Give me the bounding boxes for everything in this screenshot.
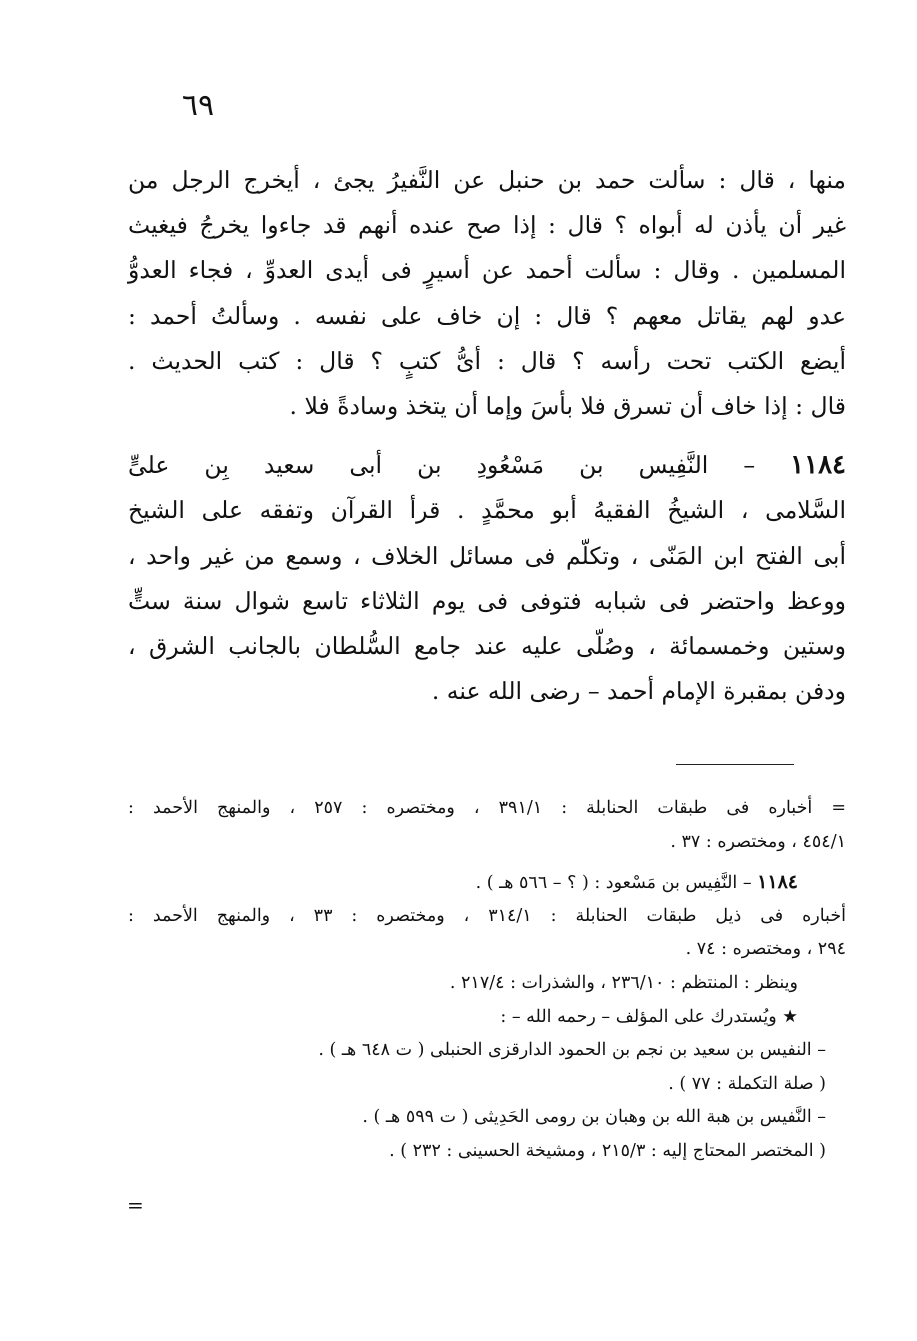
main-text: [128, 158, 846, 714]
footnote-entry-heading: [128, 866, 846, 900]
entry-title: – النَّفِيس بن مَسْعُودِ بن أبى سعيد بِن علىٍّ: [128, 451, 791, 480]
footnote-separator: [676, 764, 794, 765]
text-line-3: المسلمين . وقال : سألت أحمد عن أسيرٍ فى أيدى العدوِّ ، فجاء العدوُّ: [128, 256, 846, 285]
entry-line-2: السَّلامى ، الشيخُ الفقيهُ أبو محمَّدٍ . قرأ القرآن وتفقه على الشيخ: [128, 496, 846, 525]
continued-mark: =: [127, 1193, 144, 1217]
footnote-line-1: أخباره فى ذيل طبقات الحنابلة : ٣١٤/١ ، ومختصره : ٣٣ ، والمنهج الأحمد :: [128, 905, 847, 926]
footnote-entry-number: ١١٨٤: [757, 871, 798, 894]
footnote-entry-title: – النَّفِيس بن مَسْعود : ( ؟ – ٥٦٦ هـ ) .: [475, 873, 758, 894]
entry-line-3: أبى الفتح ابن المَنّى ، وتكلّم فى مسائل الخلاف ، وسمع من غير واحد ،: [128, 541, 846, 570]
entry-line-5: وستين وخمسمائة ، وصُلّى عليه عند جامع السُّلطان بالجانب الشرق ،: [128, 631, 846, 660]
text-line-4: عدو لهم يقاتل معهم ؟ قال : إن خاف على نفسه . وسألتُ أحمد :: [128, 301, 846, 330]
footnote-addendum-item-2: ( صلة التكملة : ٧٧ ) .: [668, 1073, 826, 1094]
text-line-1: منها ، قال : سألت حمد بن حنبل عن النَّفيرُ يجئ ، أيخرج الرجل من: [128, 166, 846, 194]
entry-number: ١١٨٤: [790, 450, 846, 481]
footnote-continuation-line-2: ٤٥٤/١ ، ومختصره : ٣٧ .: [670, 831, 846, 852]
footnote-addendum: ★ ويُستدرك على المؤلف – رحمه الله – :: [500, 1006, 798, 1027]
footnote-addendum-item-4: ( المختصر المحتاج إليه : ٢١٥/٣ ، ومشيخة الحسينى : ٢٣٢ ) .: [389, 1140, 826, 1161]
footnote-line-2: ٢٩٤ ، ومختصره : ٧٤ .: [685, 939, 846, 960]
page-number: ٦٩: [181, 88, 215, 123]
footnote-addendum-item-3: – النَّفيس بن هبة الله بن وهبان بن رومى الحَدِيثى ( ت ٥٩٩ هـ ) .: [362, 1107, 826, 1128]
footnotes: [128, 792, 846, 1169]
footnote-continuation-line-1: = أخباره فى طبقات الحنابلة : ٣٩١/١ ، ومختصره : ٢٥٧ ، والمنهج الأحمد :: [128, 798, 846, 818]
footnote-addendum-item-1: – النفيس بن سعيد بن نجم بن الحمود الدارقزى الحنبلى ( ت ٦٤٨ هـ ) .: [318, 1040, 826, 1061]
entry-line-4: ووعظ واحتضر فى شبابه فتوفى فى يوم الثلاثاء تاسع شوال سنة ستٍّ: [128, 586, 846, 615]
text-line-2: غير أن يأذن له أبواه ؟ قال : إذا صح عنده أنهم قد جاءوا يخرجُ فيغيث: [128, 211, 846, 240]
entry-line-6: ودفن بمقبرة الإمام أحمد – رضى الله عنه .: [431, 677, 846, 706]
text-line-6: قال : إذا خاف أن تسرق فلا بأسَ وإما أن يتخذ وسادةً فلا .: [289, 391, 846, 420]
text-line-5: أيضع الكتب تحت رأسه ؟ قال : أىُّ كتبٍ ؟ قال : كتب الحديث .: [128, 346, 846, 375]
footnote-see-also: وينظر : المنتظم : ٢٣٦/١٠ ، والشذرات : ٢١٧/٤ .: [449, 972, 798, 993]
entry-heading-line: [128, 443, 846, 488]
